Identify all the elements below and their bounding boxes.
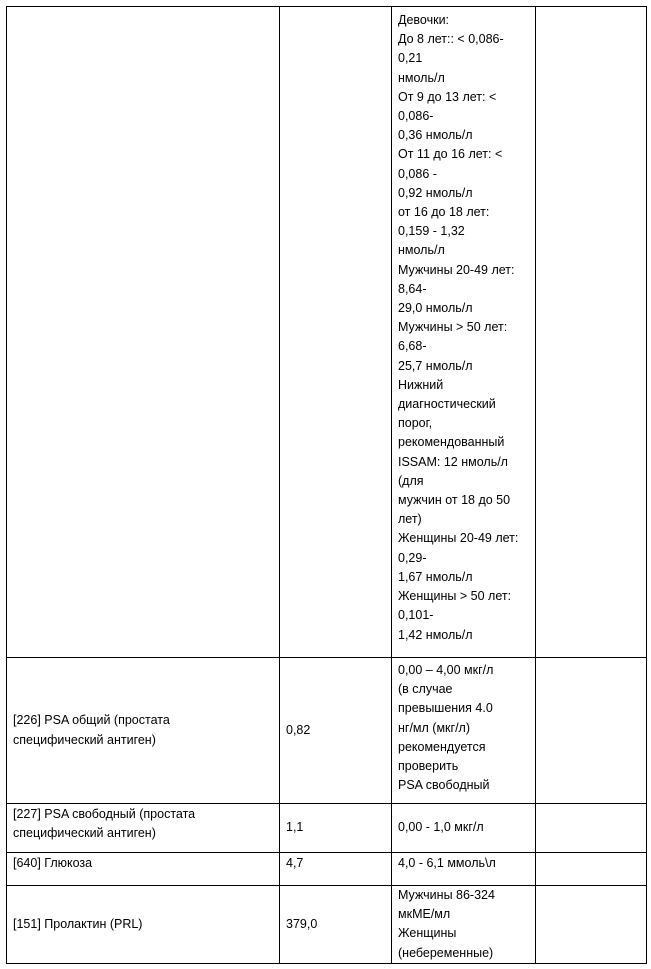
table-row (6, 885, 646, 963)
table-bottom-border (6, 963, 647, 964)
result-value: 379,0 (286, 916, 318, 931)
test-name-cell (6, 657, 279, 803)
reference-text: 0,00 - 1,0 мкг/л (398, 820, 484, 835)
table-row (6, 6, 646, 657)
reference-text: 0,00 – 4,00 мкг/л (в случае превышения 4.0 нг/мл (мкг/л) рекомендуется проверить PSA свободный (398, 663, 494, 793)
reference-cell (391, 657, 535, 803)
reference-text: Девочки: До 8 лет:: < 0,086- 0,21 нмоль/л От 9 до 13 лет: < 0,086- 0,36 нмоль/л От 11 до 16 лет: < 0,086 - 0,92 нмоль/л от 16 до 18 лет: 0,159 - 1,32 нмоль/л Мужчины 20-49 лет: 8,64- 29,0 нмоль/л Мужчины > 50 лет: 6,68- 25,7 нмоль/л Нижний диагностический порог, рекомендованный ISSAM: 12 нмоль/л (для мужчин от 18 до 50 лет) Женщины 20-49 лет: 0,29- 1,67 нмоль/л Женщины > 50 лет: 0,101- 1,42 нмоль/л (398, 13, 519, 642)
test-name: [151] Пролактин (PRL) (13, 916, 143, 931)
test-name: [226] PSA общий (простата специфический антиген) (13, 713, 170, 747)
table-row (6, 852, 646, 885)
result-cell (279, 885, 391, 963)
test-name: [640] Глюкоза (13, 856, 93, 870)
reference-cell (391, 6, 535, 657)
reference-text: Мужчины 86-324 мкМЕ/мл Женщины (небеременные) (398, 888, 495, 960)
table-row (6, 657, 646, 803)
result-value: 4,7 (286, 856, 304, 870)
note-cell (535, 6, 647, 657)
reference-text: 4,0 - 6,1 ммоль\л (398, 856, 496, 870)
result-cell (279, 657, 391, 803)
test-name-cell (6, 6, 279, 657)
test-name: [227] PSA свободный (простата специфический антиген) (13, 807, 196, 841)
result-cell (279, 6, 391, 657)
reference-cell (391, 852, 535, 885)
test-name-cell (6, 852, 279, 885)
result-value: 0,82 (286, 722, 311, 737)
result-cell (279, 803, 391, 852)
reference-cell (391, 885, 535, 963)
reference-cell (391, 803, 535, 852)
note-cell (535, 885, 647, 963)
test-name-cell (6, 885, 279, 963)
result-cell (279, 852, 391, 885)
note-cell (535, 803, 647, 852)
note-cell (535, 657, 647, 803)
test-name-cell (6, 803, 279, 852)
note-cell (535, 852, 647, 885)
result-value: 1,1 (286, 820, 304, 835)
table-row (6, 803, 646, 852)
